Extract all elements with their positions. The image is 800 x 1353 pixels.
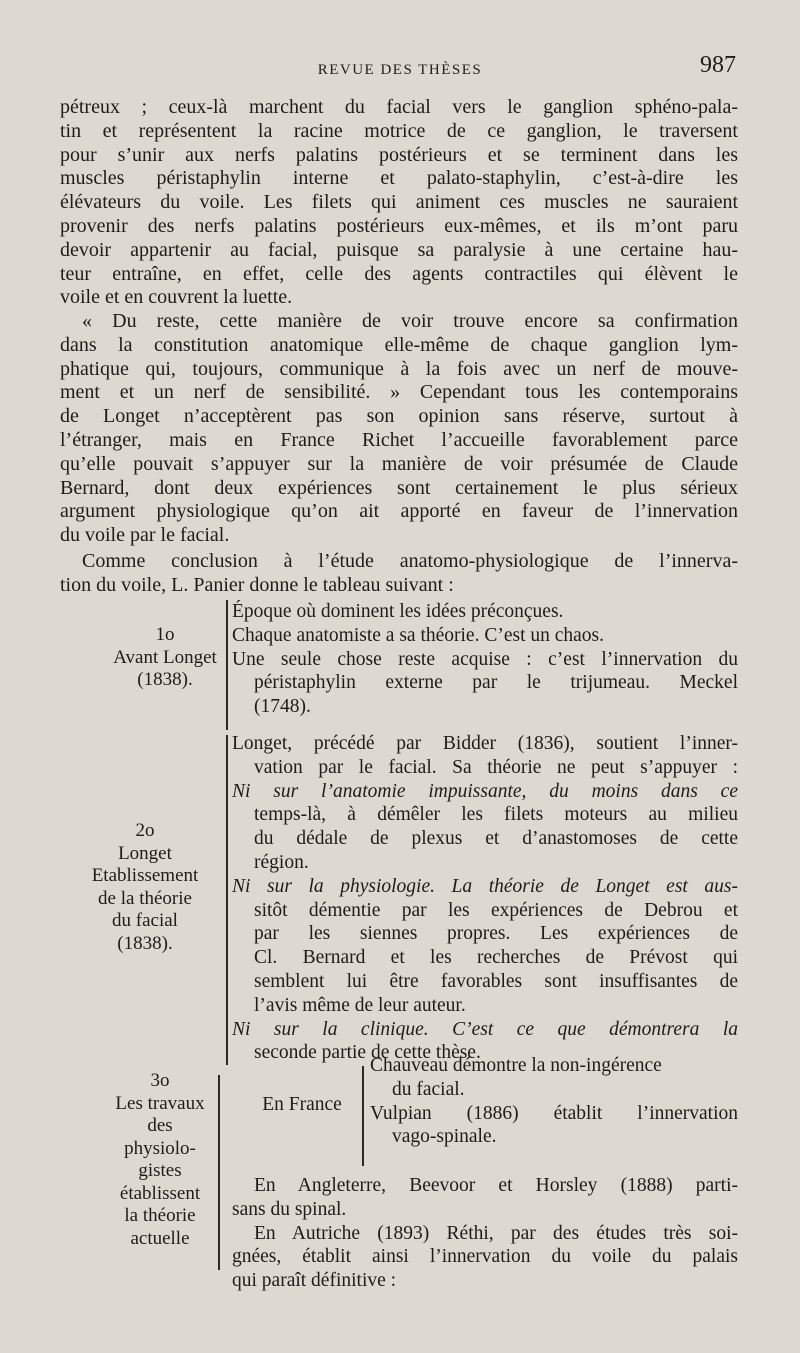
period-1-text bbox=[232, 600, 738, 719]
text-line: seconde partie de cette thèse. bbox=[254, 1042, 481, 1064]
text-line: provenir des nerfs palatins postérieurs eux-mêmes, et ils m’ont paru bbox=[60, 214, 738, 237]
text-line: dans la constitution anatomique elle-même de chaque ganglion lym- bbox=[60, 333, 738, 356]
text-line: Cl. Bernard et les recherches de Prévost qui bbox=[254, 947, 738, 969]
text-line: sans du spinal. bbox=[232, 1198, 347, 1220]
text-line: région. bbox=[254, 851, 309, 873]
text-line: pétreux ; ceux-là marchent du facial vers le ganglion sphéno-pala- bbox=[60, 96, 738, 118]
text-line: vation par le facial. Sa théorie ne peut s’appuyer : bbox=[254, 756, 738, 778]
label-line: actuelle bbox=[130, 1227, 190, 1249]
page-number: 987 bbox=[700, 52, 736, 78]
label-line: la théorie bbox=[124, 1205, 196, 1226]
italic-text: Ni sur la clinique. C’est ce que démontrera la bbox=[232, 1018, 738, 1040]
text-line: phatique qui, toujours, communique à la fois avec un nerf de mouve- bbox=[60, 357, 738, 380]
text-line: vago-spinale. bbox=[392, 1126, 497, 1148]
text-line: temps-là, à démêler les filets moteurs au milieu bbox=[254, 804, 738, 826]
paragraph-conclusion bbox=[60, 550, 738, 598]
page-header bbox=[60, 52, 740, 88]
text-line: En Angleterre, Beevoor et Horsley (1888) parti- bbox=[254, 1175, 738, 1196]
label-line: physiolo- bbox=[124, 1137, 196, 1159]
text-line: par les siennes propres. Les expériences de bbox=[254, 923, 738, 945]
label-line: gistes bbox=[138, 1160, 182, 1181]
label-line: de la théorie bbox=[98, 887, 192, 909]
text-line bbox=[232, 780, 738, 804]
text-line: l’avis même de leur auteur. bbox=[254, 994, 466, 1016]
text-line: Chaque anatomiste a sa théorie. C’est un chaos. bbox=[232, 624, 605, 646]
period-1-label bbox=[100, 624, 230, 692]
brace bbox=[218, 1075, 220, 1270]
text-line: tin et représentent la racine motrice de ce ganglion, le traversent bbox=[60, 119, 738, 142]
text-line: du facial. bbox=[392, 1078, 465, 1100]
label-line: Etablissement bbox=[91, 865, 199, 886]
text-line: qui paraît définitive : bbox=[232, 1270, 397, 1292]
brace bbox=[226, 600, 228, 730]
text-line: (1748). bbox=[254, 696, 311, 718]
label-line: des bbox=[147, 1115, 173, 1136]
text-line: teur entraîne, en effet, celle des agents contractiles qui élèvent le bbox=[60, 262, 738, 285]
label-line: du facial bbox=[112, 910, 178, 931]
text-line: qu’elle pouvait s’appuyer sur la manière de voir présumée de Claude bbox=[60, 452, 738, 475]
label-line: (1838). bbox=[137, 669, 193, 690]
france-label: En France bbox=[262, 1094, 342, 1115]
text-line: « Du reste, cette manière de voir trouve encore sa confirmation bbox=[82, 310, 738, 332]
italic-text: Ni sur l’anatomie impuissante, du moins dans ce bbox=[232, 780, 738, 802]
text-line: Longet, précédé par Bidder (1836), soutient l’inner- bbox=[232, 733, 738, 754]
text-line: sitôt démentie par les expériences de Debrou et bbox=[254, 899, 738, 921]
text-line: Une seule chose reste acquise : c’est l’innervation du bbox=[232, 648, 738, 670]
text-line bbox=[232, 1018, 738, 1042]
period-3-text bbox=[232, 1174, 738, 1293]
text-line: pour s’unir aux nerfs palatins postérieurs et se terminent dans les bbox=[60, 143, 738, 166]
text-line: Époque où dominent les idées préconçues. bbox=[232, 601, 564, 622]
text-line: tion du voile, L. Panier donne le tableau suivant : bbox=[60, 573, 454, 596]
italic-text: Ni sur la physiologie. La théorie de Longet est aus- bbox=[232, 875, 738, 897]
text-line: Bernard, dont deux expériences sont certainement le plus sérieux bbox=[60, 476, 738, 499]
france-text bbox=[370, 1054, 738, 1149]
text-line: Chauveau démontre la non-ingérence bbox=[370, 1055, 662, 1076]
text-line bbox=[232, 875, 738, 899]
text-line: Comme conclusion à l’étude anatomo-physiologique de l’innerva- bbox=[82, 550, 738, 572]
text-line: Vulpian (1886) établit l’innervation bbox=[370, 1102, 738, 1124]
text-line: ment et un nerf de sensibilité. » Cependant tous les contemporains bbox=[60, 381, 738, 404]
text-line: élévateurs du voile. Les filets qui animent ces muscles ne sauraient bbox=[60, 191, 738, 214]
text-line: En Autriche (1893) Réthi, par des études très soi- bbox=[254, 1222, 738, 1244]
period-2-text bbox=[232, 732, 738, 1065]
brace bbox=[226, 735, 228, 1065]
label-line: Avant Longet bbox=[113, 646, 217, 668]
text-line: péristaphylin externe par le trijumeau. Meckel bbox=[254, 672, 738, 694]
text-line: voile et en couvrent la luette. bbox=[60, 286, 293, 309]
label-line: 2o bbox=[135, 820, 155, 841]
label-line: Longet bbox=[118, 842, 172, 864]
running-title: REVUE DES THÈSES bbox=[317, 62, 483, 78]
label-line: 1o bbox=[155, 624, 175, 645]
text-line: semblent lui être favorables sont insuffisantes de bbox=[254, 970, 738, 992]
label-line: établissent bbox=[119, 1182, 201, 1204]
text-line: devoir appartenir au facial, puisque sa paralysie à une certaine hau- bbox=[60, 238, 738, 261]
period-3-label bbox=[95, 1070, 225, 1250]
text-line: muscles péristaphylin interne et palato-staphylin, c’est-à-dire les bbox=[60, 167, 738, 190]
period-2-label bbox=[60, 820, 230, 955]
label-line: (1838). bbox=[117, 932, 173, 954]
paragraph-intro bbox=[60, 96, 738, 310]
text-line: du voile par le facial. bbox=[60, 524, 230, 547]
paragraph-quote bbox=[60, 310, 738, 548]
label-line: 3o bbox=[150, 1070, 170, 1091]
label-line: Les travaux bbox=[115, 1092, 205, 1114]
text-line: gnées, établit ainsi l’innervation du voile du palais bbox=[232, 1246, 738, 1268]
text-line: du dédale de plexus et d’anastomoses de cette bbox=[254, 828, 738, 850]
text-line: de Longet n’acceptèrent pas son opinion sans réserve, surtout à bbox=[60, 405, 738, 428]
text-line: l’étranger, mais en France Richet l’accueille favorablement parce bbox=[60, 428, 738, 451]
text-line: argument physiologique qu’on ait apporté en faveur de l’innervation bbox=[60, 500, 738, 523]
brace bbox=[362, 1066, 364, 1166]
